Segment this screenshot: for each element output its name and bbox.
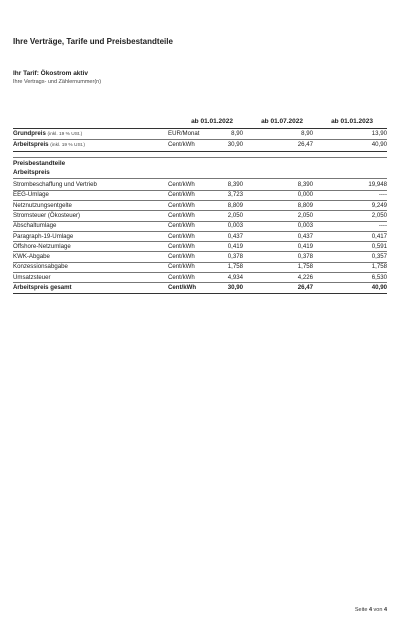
row-value-2: 0,419 <box>297 242 313 250</box>
row-label: EEG-Umlage <box>13 191 49 199</box>
row-value-1: 8,390 <box>227 181 243 188</box>
row-value-3: 1,758 <box>371 263 387 271</box>
row-value-2: 4,226 <box>297 273 313 281</box>
column-header-2: ab 01.07.2022 <box>261 118 303 125</box>
page-footer: Seite 4 von 4 <box>354 607 387 613</box>
section-title: Preisbestandteile <box>13 160 66 167</box>
row-value-2: 8,809 <box>297 201 313 209</box>
base-row-grundpreis <box>13 129 387 138</box>
row-value-2: 8,390 <box>297 181 313 188</box>
row-unit: Cent/kWh <box>168 232 195 240</box>
row-value-3: ---- <box>378 191 387 199</box>
row-value-2: 0,003 <box>297 222 313 230</box>
component-row <box>13 180 387 189</box>
row-label: Konzessionsabgabe <box>13 263 68 271</box>
row-unit: EUR/Monat <box>168 130 200 137</box>
row-unit: Cent/kWh <box>168 242 195 250</box>
tarif-subtitle: Ihre Vertrags- und Zählernummer(n) <box>13 79 102 85</box>
row-value-3: 2,050 <box>371 211 387 219</box>
row-value-1: 3,723 <box>227 191 243 199</box>
row-value-1: 30,90 <box>227 141 243 148</box>
row-value-3: 9,249 <box>371 201 387 209</box>
component-row <box>13 190 387 199</box>
row-unit: Cent/kWh <box>168 191 195 199</box>
row-label: Strombeschaffung und Vertrieb <box>13 181 97 188</box>
row-label: Arbeitspreis (inkl. 19 % USt.) <box>13 141 85 148</box>
row-unit: Cent/kWh <box>168 211 195 219</box>
row-label: KWK-Abgabe <box>13 253 50 261</box>
row-value-2: 1,758 <box>297 263 313 271</box>
row-value-2: 0,000 <box>297 191 313 199</box>
row-value-2: 26,47 <box>297 141 313 148</box>
row-value-1: 0,437 <box>227 232 243 240</box>
row-value-2: 2,050 <box>297 211 313 219</box>
row-unit: Cent/kWh <box>168 201 195 209</box>
row-value-2: 0,378 <box>297 253 313 261</box>
component-row <box>13 242 387 251</box>
row-label: Stromsteuer (Ökosteuer) <box>13 211 81 219</box>
section-subtitle: Arbeitspreis <box>13 169 50 176</box>
component-row <box>13 273 387 282</box>
row-label: Offshore-Netzumlage <box>13 242 71 250</box>
tarif-label: Ihr Tarif: Ökostrom aktiv <box>13 70 89 77</box>
row-value-1: 8,90 <box>231 130 243 137</box>
row-value-2: 0,437 <box>297 232 313 240</box>
base-row-arbeitspreis <box>13 140 387 149</box>
row-value-3: 19,948 <box>368 181 387 188</box>
row-value-1: 8,809 <box>227 201 243 209</box>
component-row <box>13 211 387 220</box>
row-value-3: 0,417 <box>371 232 387 240</box>
total-label: Arbeitspreis gesamt <box>13 284 72 291</box>
row-value-1: 0,003 <box>227 222 243 230</box>
component-row <box>13 252 387 261</box>
row-value-1: 1,758 <box>227 263 243 271</box>
total-value-3: 40,90 <box>371 284 387 291</box>
row-value-3: ---- <box>378 222 387 230</box>
section-divider <box>13 151 387 152</box>
row-value-1: 2,050 <box>227 211 243 219</box>
row-value-1: 4,934 <box>227 273 243 281</box>
row-value-3: 0,591 <box>371 242 387 250</box>
row-value-1: 0,378 <box>227 253 243 261</box>
column-header-3: ab 01.01.2023 <box>331 118 373 125</box>
row-unit: Cent/kWh <box>168 253 195 261</box>
row-value-1: 0,419 <box>227 242 243 250</box>
row-unit: Cent/kWh <box>168 273 195 281</box>
row-unit: Cent/kWh <box>168 263 195 271</box>
row-unit: Cent/kWh <box>168 181 195 188</box>
component-row <box>13 221 387 230</box>
total-value-2: 26,47 <box>297 284 313 291</box>
section-header-line <box>13 178 387 179</box>
row-unit: Cent/kWh <box>168 222 195 230</box>
row-label: Netznutzungsentgelte <box>13 201 72 209</box>
row-label: Paragraph-19-Umlage <box>13 232 74 240</box>
row-label: Abschaltumlage <box>13 222 57 230</box>
row-value-3: 6,530 <box>371 273 387 281</box>
row-label: Umsatzsteuer <box>13 273 51 281</box>
row-value-2: 8,90 <box>301 130 313 137</box>
row-unit: Cent/kWh <box>168 141 195 148</box>
column-header-1: ab 01.01.2022 <box>191 118 233 125</box>
row-value-3: 0,357 <box>371 253 387 261</box>
page-title: Ihre Verträge, Tarife und Preisbestandteile <box>13 37 173 46</box>
component-row <box>13 201 387 210</box>
component-row <box>13 232 387 241</box>
row-label: Grundpreis (inkl. 19 % USt.) <box>13 130 83 137</box>
section-top-line <box>13 157 387 158</box>
total-unit: Cent/kWh <box>168 284 197 291</box>
row-value-3: 13,90 <box>371 130 387 137</box>
row-value-3: 40,90 <box>371 141 387 148</box>
table-bottom-line <box>13 293 387 294</box>
component-row <box>13 262 387 271</box>
total-value-1: 30,90 <box>227 284 243 291</box>
total-row <box>13 283 387 292</box>
